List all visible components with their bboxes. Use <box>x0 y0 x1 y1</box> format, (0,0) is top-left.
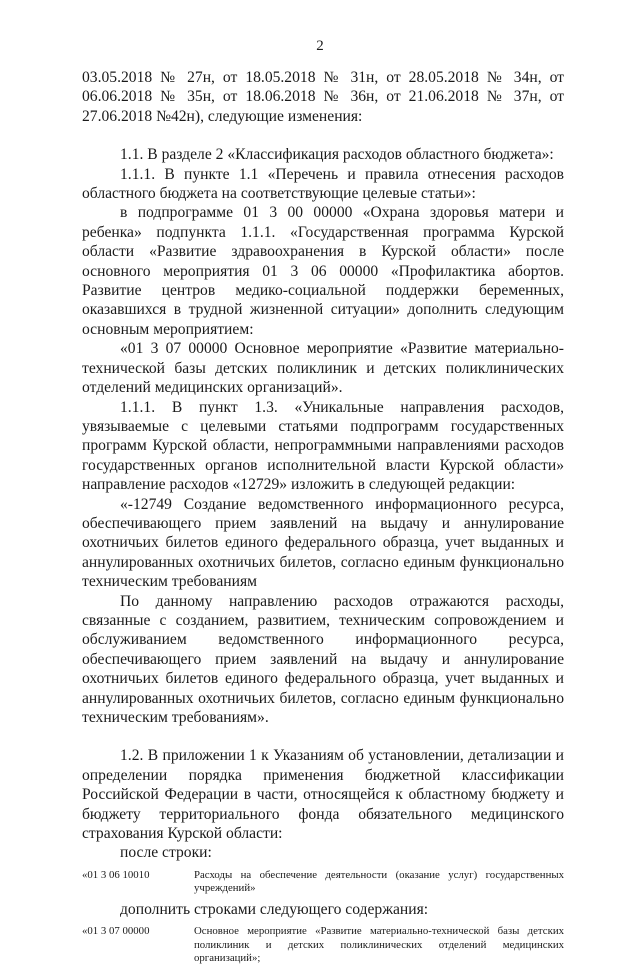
paragraph-main-activity: «01 3 07 00000 Основное мероприятие «Развитие материально-технической базы детских поликлиник и детских поликлинических отделений медицинских организаций». <box>82 340 564 397</box>
after-row-label: после строки: <box>120 844 212 862</box>
paragraph-appendix-1: 1.2. В приложении 1 к Указаниям об установлении, детализации и определении порядка применения бюджетной классификации Российской Федерации в части, относящейся к областному бюджету и бюджету территориального фонда обязательного медицинского страхования Курской области: <box>82 747 564 843</box>
paragraph-expense-12749: «-12749 Создание ведомственного информационного ресурса, обеспечивающего прием заявлений на выдачу и аннулирование охотничьих билетов единого федерального образца, учет выданных и аннулированных охотничьих билетов, согласно единым функционально техническим требованиям <box>82 495 564 591</box>
paragraph-expense-description: По данному направлению расходов отражаются расходы, связанные с созданием, развитием, техническим сопровождением и обслуживанием ведомственного информационного ресурса, обеспечивающего прием заявлений на выдачу и аннулирование охотничьих билетов единого федерального образца, учет выданных и аннулированных охотничьих билетов, согласно единым функционально техническим требованиям». <box>82 592 564 726</box>
table-row <box>82 925 564 966</box>
row-description: Основное мероприятие «Развитие материально-технической базы детских поликлиник и детских поликлинических отделений медицинских организаций»; <box>194 925 564 965</box>
page-number: 2 <box>316 38 324 54</box>
row-description: Расходы на обеспечение деятельности (оказание услуг) государственных учреждений» <box>194 868 564 895</box>
paragraph-amendments-list: 03.05.2018 № 27н, от 18.05.2018 № 31н, от 28.05.2018 № 34н, от 06.06.2018 № 35н, от 18.06.2018 № 36н, от 21.06.2018 № 37н, от 27.06.2018 №42н), следующие изменения: <box>82 69 564 125</box>
paragraph-item-1-1-1: 1.1.1. В пункте 1.1 «Перечень и правила отнесения расходов областного бюджета на соответствующие целевые статьи»: <box>82 165 564 203</box>
row-code: «01 3 06 10010 <box>82 868 150 881</box>
table-row <box>82 869 564 896</box>
paragraph-section-2: 1.1. В разделе 2 «Классификация расходов областного бюджета»: <box>120 146 554 164</box>
add-rows-label: дополнить строками следующего содержания: <box>120 900 429 918</box>
paragraph-subprogram: в подпрограмме 01 3 00 00000 «Охрана здоровья матери и ребенка» подпункта 1.1.1. «Государственная программа Курской области «Развитие здравоохранения в Курской области» после основного мероприятия 01 3 06 00000 «Профилактика абортов. Развитие центров медико-социальной поддержки беременных, оказавшихся в трудной жизненной ситуации» дополнить следующим основным мероприятием: <box>82 204 564 338</box>
document-body <box>82 68 564 970</box>
row-code: «01 3 07 00000 <box>82 925 150 938</box>
paragraph-item-1-3: 1.1.1. В пункт 1.3. «Уникальные направления расходов, увязываемые с целевыми статьями подпрограмм государственных программ Курской области, непрограммными направлениями расходов государственных органов исполнительной власти Курской области» направление расходов «12729» изложить в следующей редакции: <box>82 398 564 494</box>
